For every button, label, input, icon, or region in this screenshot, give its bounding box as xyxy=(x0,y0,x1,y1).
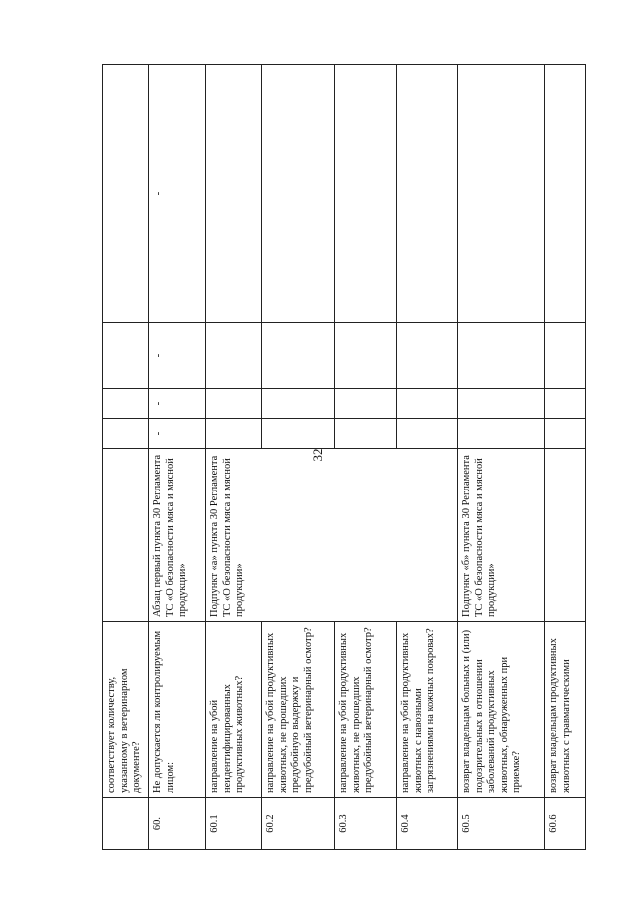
row-number: 60.4 xyxy=(397,798,458,850)
row-number: 60.3 xyxy=(335,798,397,850)
checklist-table xyxy=(102,64,586,850)
answer-cell xyxy=(545,389,586,419)
answer-cell xyxy=(103,323,149,389)
question-cell: соответствует количеству, указанному в ветеринарном документе? xyxy=(103,622,149,798)
row-number xyxy=(103,798,149,850)
answer-cell xyxy=(335,389,397,419)
reference-cell: Подпункт «б» пункта 30 Регламента ТС «О безопасности мяса и мясной продукции» xyxy=(458,449,545,622)
table-row xyxy=(545,65,586,850)
table-row xyxy=(103,65,149,850)
reference-cell: Абзац первый пункта 30 Регламента ТС «О безопасности мяса и мясной продукции» xyxy=(149,449,206,622)
reference-cell xyxy=(103,449,149,622)
reference-cell xyxy=(545,449,586,622)
question-cell: Не допускается ли контролируемым лицом: xyxy=(149,622,206,798)
question-cell: направление на убой неидентифицированных продуктивных животных? xyxy=(206,622,262,798)
row-number: 60. xyxy=(149,798,206,850)
question-cell: направление на убой продуктивных животных с навозными загрязнениями на кожных покровах? xyxy=(397,622,458,798)
note-cell xyxy=(206,65,262,323)
answer-cell xyxy=(335,419,397,449)
answer-cell xyxy=(103,389,149,419)
dash-mark: - xyxy=(152,431,164,436)
answer-cell xyxy=(206,419,262,449)
answer-cell xyxy=(458,419,545,449)
dash-mark: - xyxy=(152,191,164,196)
row-number: 60.2 xyxy=(262,798,335,850)
answer-cell xyxy=(545,323,586,389)
answer-cell xyxy=(103,419,149,449)
answer-cell xyxy=(262,389,335,419)
answer-cell xyxy=(397,389,458,419)
question-cell: возврат владельцам продуктивных животных с травматическими xyxy=(545,622,586,798)
dash-mark: - xyxy=(152,353,164,358)
note-cell xyxy=(262,65,335,323)
answer-cell xyxy=(545,419,586,449)
answer-cell xyxy=(335,323,397,389)
table-row xyxy=(458,65,545,850)
note-cell xyxy=(545,65,586,323)
dash-mark: - xyxy=(152,401,164,406)
question-cell: направление на убой продуктивных животных, не прошедших предубойный ветеринарный осмотр? xyxy=(335,622,397,798)
answer-cell xyxy=(149,419,206,449)
answer-cell xyxy=(206,323,262,389)
note-cell xyxy=(458,65,545,323)
row-number: 60.5 xyxy=(458,798,545,850)
table-row xyxy=(149,65,206,850)
question-cell: возврат владельцам больных и (или) подозрительных в отношении заболеваний продуктивных животных, обнаруженных при приемке? xyxy=(458,622,545,798)
note-cell xyxy=(335,65,397,323)
row-number: 60.1 xyxy=(206,798,262,850)
reference-cell: Подпункт «а» пункта 30 Регламента ТС «О безопасности мяса и мясной продукции» xyxy=(206,449,458,622)
page-number: 32 xyxy=(310,448,325,462)
answer-cell xyxy=(206,389,262,419)
answer-cell xyxy=(458,389,545,419)
note-cell xyxy=(397,65,458,323)
note-cell xyxy=(103,65,149,323)
answer-cell xyxy=(262,323,335,389)
answer-cell xyxy=(262,419,335,449)
note-cell xyxy=(149,65,206,323)
question-cell: направление на убой продуктивных животных, не прошедших предубойную выдержку и предубойный ветеринарный осмотр? xyxy=(262,622,335,798)
row-number: 60.6 xyxy=(545,798,586,850)
answer-cell xyxy=(149,389,206,419)
table-row xyxy=(206,65,262,850)
answer-cell xyxy=(397,323,458,389)
answer-cell xyxy=(149,323,206,389)
answer-cell xyxy=(458,323,545,389)
answer-cell xyxy=(397,419,458,449)
checklist-table-area xyxy=(102,65,585,850)
